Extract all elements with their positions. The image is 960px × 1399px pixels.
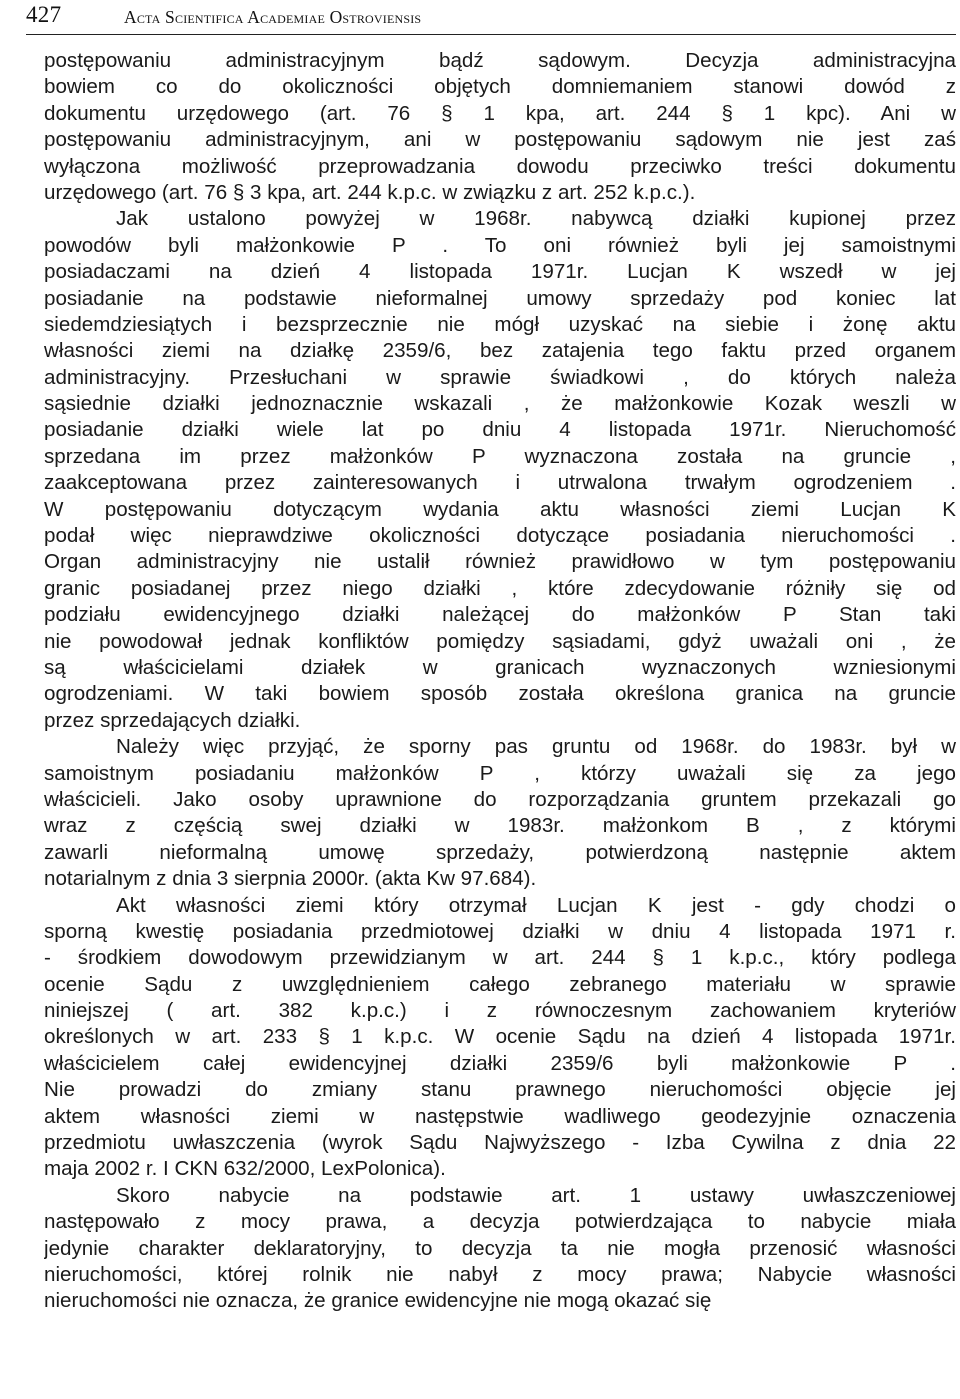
text-line: Skoro nabycie na podstawie art. 1 ustawy uwłaszczeniowej [116, 1183, 956, 1207]
text-line: notarialnym z dnia 3 sierpnia 2000r. (akta Kw 97.684). [44, 867, 537, 891]
scanned-document-text [44, 48, 956, 1398]
text-line: postępowaniu administracyjnym, ani w postępowaniu sądowym nie jest zaś [44, 128, 956, 152]
text-line: wyłączona możliwość przeprowadzania dowodu przeciwko treści dokumentu [44, 154, 956, 178]
text-line: powodów byli małżonkowie P . To oni również byli jej samoistnymi [44, 233, 956, 257]
text-line: maja 2002 r. I CKN 632/2000, LexPolonica). [44, 1157, 446, 1181]
paragraph [44, 48, 956, 206]
text-line: dokumentu urzędowego (art. 76 § 1 kpa, art. 244 § 1 kpc). Ani w [44, 101, 956, 125]
text-line: postępowaniu administracyjnym bądź sądowym. Decyzja administracyjna [44, 49, 956, 72]
text-line: urzędowego (art. 76 § 3 kpa, art. 244 k.p.c. w związku z art. 252 k.p.c.). [44, 180, 696, 204]
text-line: sąsiednie działki jednoznacznie wskazali , że małżonkowie Kozak weszli w [44, 392, 956, 416]
text-line: - środkiem dowodowym przewidzianym w art. 244 § 1 k.p.c., który podlega [44, 946, 956, 970]
text-line: posiadanie działki wiele lat po dniu 4 listopada 1971r. Nieruchomość [44, 418, 956, 442]
text-line: ogrodzeniami. W taki bowiem sposób została określona granica na gruncie [44, 682, 956, 706]
text-line: podał więc nieprawdziwe okoliczności dotyczące posiadania nieruchomości . [44, 524, 956, 548]
text-line: nieruchomości nie oznacza, że granice ewidencyjne nie mogą okazać się [44, 1289, 712, 1313]
page-header [26, 0, 956, 35]
text-line: W postępowaniu dotyczącym wydania aktu własności ziemi Lucjan K [44, 497, 956, 521]
journal-title: Acta Scientifica Academiae Ostroviensis [124, 7, 422, 27]
text-line: aktem własności ziemi w następstwie wadliwego geodezyjnie oznaczenia [44, 1104, 956, 1128]
page-number: 427 [26, 2, 62, 27]
text-line: posiadanie na podstawie nieformalnej umowy sprzedaży pod koniec lat [44, 286, 956, 310]
paragraph [44, 734, 956, 892]
text-line: administracyjny. Przesłuchani w sprawie świadkowi , do których należa [44, 365, 956, 389]
text-line: jedynie charakter deklaratoryjny, to decyzja ta nie mogła przenosić własności [44, 1236, 956, 1260]
paragraph [44, 893, 956, 1183]
text-line: posiadaczami na dzień 4 listopada 1971r. Lucjan K wszedł w jej [44, 260, 956, 284]
text-line: zaakceptowana przez zainteresowanych i utrwalona trwałym ogrodzeniem . [44, 471, 956, 495]
text-line: nieruchomości, której rolnik nie nabył z mocy prawa; Nabycie własności [44, 1262, 956, 1286]
text-line: Akt własności ziemi który otrzymał Lucjan K jest - gdy chodzi o [116, 893, 956, 917]
paragraph [44, 206, 956, 734]
text-line: Nie prowadzi do zmiany stanu prawnego nieruchomości objęcie jej [44, 1078, 956, 1102]
text-line: są właścicielami działek w granicach wyznaczonych wzniesionymi [44, 655, 956, 679]
text-line: następowało z mocy prawa, a decyzja potwierdzająca to nabycie miała [44, 1210, 956, 1234]
text-line: siedemdziesiątych i bezsprzecznie nie mógł uzyskać na siebie i żonę aktu [44, 312, 956, 336]
text-line: własności ziemi na działkę 2359/6, bez zatajenia tego faktu przed organem [44, 339, 956, 363]
paragraph [44, 1183, 956, 1315]
text-line: sporną kwestię posiadania przedmiotowej działki w dniu 4 listopada 1971 r. [44, 919, 956, 943]
text-line: nie powodował jednak konfliktów pomiędzy sąsiadami, gdyż uważali oni , że [44, 629, 956, 653]
text-line: niniejszej ( art. 382 k.p.c.) i z równoczesnym zachowaniem kryteriów [44, 999, 956, 1023]
text-line: właścicielem całej ewidencyjnej działki 2359/6 byli małżonkowie P . [44, 1051, 956, 1075]
text-line: wraz z częścią swej działki w 1983r. małżonkom B , z którymi [44, 814, 956, 838]
text-line: przez sprzedających działki. [44, 708, 301, 732]
text-line: zawarli nieformalną umowę sprzedaży, potwierdzoną następnie aktem [44, 840, 956, 864]
text-line: samoistnym posiadaniu małżonków P , którzy uważali się za jego [44, 761, 956, 785]
text-line: granic posiadanej przez niego działki , które zdecydowanie różniły się od [44, 576, 956, 600]
text-line: Jak ustalono powyżej w 1968r. nabywcą działki kupionej przez [116, 207, 956, 231]
text-line: właścicieli. Jako osoby uprawnione do rozporządzania gruntem przekazali go [44, 787, 956, 811]
text-line: bowiem co do okoliczności objętych domniemaniem stanowi dowód z [44, 75, 956, 99]
text-line: określonych w art. 233 § 1 k.p.c. W ocenie Sądu na dzień 4 listopada 1971r. [44, 1025, 956, 1049]
text-line: ocenie Sądu z uwzględnieniem całego zebranego materiału w sprawie [44, 972, 956, 996]
text-line: sprzedana im przez małżonków P wyznaczona została na gruncie , [44, 444, 956, 468]
text-line: Należy więc przyjąć, że sporny pas gruntu od 1968r. do 1983r. był w [116, 735, 956, 759]
text-line: przedmiotu uwłaszczenia (wyrok Sądu Najwyższego - Izba Cywilna z dnia 22 [44, 1131, 956, 1155]
text-line: Organ administracyjny nie ustalił również prawidłowo w tym postępowaniu [44, 550, 956, 574]
text-line: podziału ewidencyjnego działki należącej do małżonków P Stan taki [44, 603, 956, 627]
